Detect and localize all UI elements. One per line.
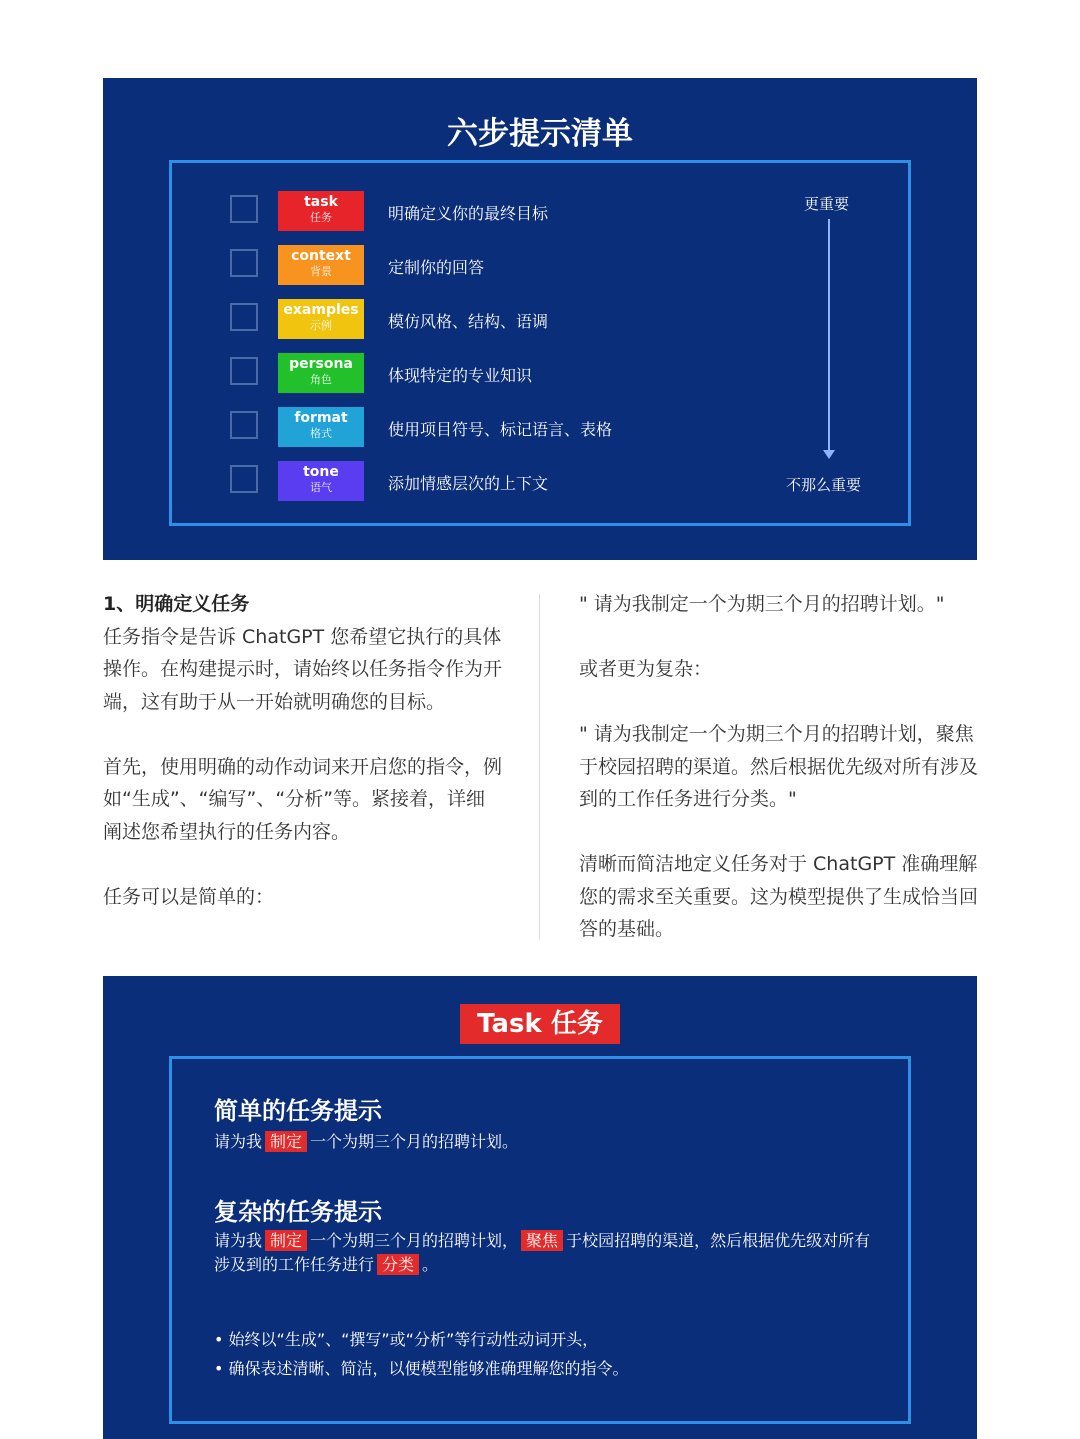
highlight: 聚焦 bbox=[521, 1230, 563, 1251]
checklist-row-examples bbox=[172, 299, 908, 339]
tag-tone bbox=[278, 461, 364, 501]
tag-en: examples bbox=[283, 302, 359, 318]
paragraph: 任务可以是简单的： bbox=[103, 885, 275, 908]
text: 。 bbox=[422, 1255, 439, 1274]
highlight: 分类 bbox=[377, 1254, 419, 1275]
quote: " 请为我制定一个为期三个月的招聘计划。" bbox=[579, 593, 945, 615]
tag-zh: 语气 bbox=[310, 481, 332, 494]
paragraph: 首先，使用明确的动作动词来开启您的指令，例如“生成”、“编写”、“分析”等。紧接着，详细阐述您希望执行的任务内容。 bbox=[103, 755, 503, 843]
checklist-title: 六步提示清单 bbox=[447, 116, 633, 152]
task-box bbox=[169, 1056, 911, 1424]
checklist-panel bbox=[103, 78, 977, 560]
checklist-box bbox=[169, 160, 911, 526]
scale-top-label: 更重要 bbox=[804, 195, 850, 213]
tag-examples bbox=[278, 299, 364, 339]
checklist-row-context bbox=[172, 245, 908, 285]
checklist-row-format bbox=[172, 407, 908, 447]
text: 一个为期三个月的招聘计划， bbox=[310, 1231, 519, 1250]
row-description: 模仿风格、结构、语调 bbox=[388, 312, 549, 331]
tag-zh: 角色 bbox=[310, 373, 332, 386]
tag-en: persona bbox=[289, 356, 353, 372]
checklist-row-task bbox=[172, 191, 908, 231]
tag-zh: 示例 bbox=[310, 319, 332, 332]
tag-task bbox=[278, 191, 364, 231]
tag-en: tone bbox=[303, 464, 339, 480]
simple-task-title: 简单的任务提示 bbox=[214, 1097, 382, 1125]
paragraph: 清晰而简洁地定义任务对于 ChatGPT 准确理解您的需求至关重要。这为模型提供了生成恰当回答的基础。 bbox=[579, 853, 979, 940]
checkbox[interactable] bbox=[230, 195, 258, 223]
checkbox[interactable] bbox=[230, 249, 258, 277]
checkbox[interactable] bbox=[230, 303, 258, 331]
tag-format bbox=[278, 407, 364, 447]
tag-zh: 格式 bbox=[310, 427, 332, 440]
tag-en: task bbox=[304, 194, 338, 210]
article-left-column bbox=[103, 588, 503, 913]
row-description: 使用项目符号、标记语言、表格 bbox=[388, 420, 613, 439]
row-description: 体现特定的专业知识 bbox=[388, 366, 533, 385]
complex-task-title: 复杂的任务提示 bbox=[214, 1198, 382, 1226]
checkbox[interactable] bbox=[230, 411, 258, 439]
quote: " 请为我制定一个为期三个月的招聘计划，聚焦于校园招聘的渠道。然后根据优先级对所有涉及到的工作任务进行分类。" bbox=[579, 723, 979, 810]
section-heading: 1、明确定义任务 bbox=[103, 593, 250, 615]
checkbox[interactable] bbox=[230, 465, 258, 493]
highlight: 制定 bbox=[265, 1131, 307, 1152]
paragraph: 或者更为复杂： bbox=[579, 658, 713, 680]
text: 请为我 bbox=[214, 1132, 263, 1151]
task-panel bbox=[103, 976, 977, 1439]
bullet-item: • 确保表述清晰、简洁，以便模型能够准确理解您的指令。 bbox=[214, 1359, 629, 1378]
complex-task-example bbox=[214, 1229, 872, 1277]
importance-arrow-line bbox=[828, 219, 830, 453]
task-badge: Task 任务 bbox=[460, 1004, 620, 1044]
tag-persona bbox=[278, 353, 364, 393]
paragraph: 任务指令是告诉 ChatGPT 您希望它执行的具体操作。在构建提示时，请始终以任务指令作为开端，这有助于从一开始就明确您的目标。 bbox=[103, 625, 503, 713]
tag-en: format bbox=[294, 410, 348, 426]
tag-zh: 任务 bbox=[310, 211, 332, 224]
tag-zh: 背景 bbox=[310, 265, 332, 278]
text: 一个为期三个月的招聘计划。 bbox=[310, 1132, 519, 1151]
row-description: 明确定义你的最终目标 bbox=[388, 204, 549, 223]
simple-task-example bbox=[214, 1130, 872, 1154]
tag-context bbox=[278, 245, 364, 285]
text: 于校园招聘的渠道，然后根据优先级对所有涉及到的工作任务进行 bbox=[214, 1231, 871, 1274]
checklist-row-persona bbox=[172, 353, 908, 393]
text: 请为我 bbox=[214, 1231, 263, 1250]
tag-en: context bbox=[291, 248, 351, 264]
article-right-column bbox=[579, 588, 979, 946]
arrow-down-icon bbox=[823, 450, 835, 459]
column-divider bbox=[539, 594, 540, 940]
row-description: 定制你的回答 bbox=[388, 258, 485, 277]
highlight: 制定 bbox=[265, 1230, 307, 1251]
checkbox[interactable] bbox=[230, 357, 258, 385]
row-description: 添加情感层次的上下文 bbox=[388, 474, 549, 493]
bullet-item: • 始终以“生成”、“撰写”或“分析”等行动性动词开头， bbox=[214, 1330, 599, 1349]
scale-bottom-label: 不那么重要 bbox=[786, 476, 862, 494]
